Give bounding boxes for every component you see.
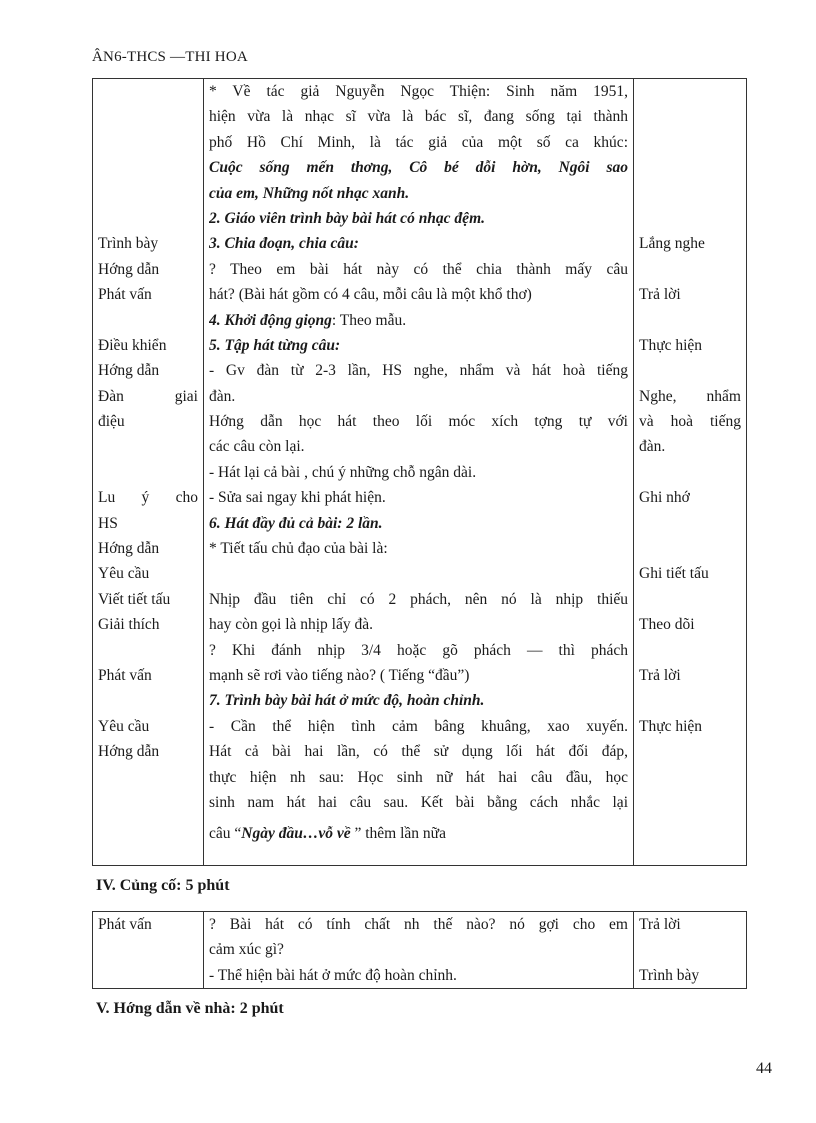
content-line: - Cần thể hiện tình cảm bâng khuâng, xao xuyến. [209, 717, 628, 735]
content-line: phố Hồ Chí Minh, là tác giả của một số ca khúc: [209, 133, 628, 151]
method-label: Hớng dẫn [98, 260, 160, 278]
student-label: Thực hiện [639, 336, 703, 354]
content-line: các câu còn lại. [209, 438, 305, 456]
content-cell [204, 79, 634, 866]
student-label: Theo dõi [639, 616, 695, 634]
content-line: sinh nam hát hai câu sau. Kết bài bằng cách nhắc lại [209, 793, 628, 811]
content-heading: 3. Chia đoạn, chia câu: [209, 235, 359, 253]
method-label: Lu ý cho [98, 489, 198, 507]
content-heading: 6. Hát đầy đủ cả bài: 2 lần. [209, 514, 383, 532]
student-label: Nghe, nhẩm [639, 387, 741, 405]
method-label: Viết tiết tấu [98, 590, 171, 608]
student-label: đàn. [639, 438, 666, 456]
content-line: hay còn gọi là nhịp lấy đà. [209, 616, 373, 634]
content-heading: 2. Giáo viên trình bày bài hát có nhạc đệm. [209, 209, 485, 227]
content-line: - Gv đàn từ 2-3 lần, HS nghe, nhẩm và hát hoà tiếng [209, 362, 628, 380]
student-label: Lắng nghe [639, 235, 705, 253]
student-label: Thực hiện [639, 717, 703, 735]
content-cell [204, 912, 634, 989]
method-label: HS [98, 514, 118, 532]
student-label: Ghi tiết tấu [639, 565, 709, 583]
teacher-activity-cell [93, 912, 204, 989]
content-line: hiện vừa là nhạc sĩ vừa là bác sĩ, đang sống tại thành [209, 108, 628, 126]
content-line: Hớng dẫn học hát theo lối móc xích tợng tự với [209, 413, 628, 431]
content-line: - Thể hiện bài hát ở mức độ hoàn chỉnh. [209, 966, 457, 984]
method-label: Đàn giai [98, 387, 198, 405]
page-header: ÂN6-THCS —THI HOA [92, 49, 248, 65]
content-line: thực hiện nh sau: Học sinh nữ hát hai câu đầu, học [209, 768, 628, 786]
content-heading: 5. Tập hát từng câu: [209, 336, 341, 354]
student-activity-cell [634, 912, 747, 989]
content-line: Cuộc sống mến thơng, Cô bé dỗi hờn, Ngôi sao [209, 159, 628, 177]
method-label: Điều khiển [98, 336, 167, 354]
content-line: câu “Ngày đầu…vỗ về ” thêm lần nữa [209, 825, 446, 843]
method-label: Phát vấn [98, 286, 152, 304]
student-label: Trình bày [639, 966, 700, 984]
content-line: - Hát lại cả bài , chú ý những chỗ ngân dài. [209, 463, 477, 481]
content-line: cảm xúc gì? [209, 941, 284, 959]
section-v-heading: V. Hớng dẫn về nhà: 2 phút [96, 1000, 284, 1017]
content-line: - Sửa sai ngay khi phát hiện. [209, 489, 386, 507]
content-line: mạnh sẽ rơi vào tiếng nào? ( Tiếng “đầu”) [209, 666, 470, 684]
teacher-activity-cell [93, 79, 204, 866]
method-label: Hớng dẫn [98, 362, 160, 380]
section-iv-heading: IV. Củng cố: 5 phút [96, 877, 230, 894]
method-label: Phát vấn [98, 666, 152, 684]
content-heading: 7. Trình bày bài hát ở mức độ, hoàn chỉnh. [209, 692, 485, 710]
content-line: Hát cả bài hai lần, có thể sử dụng lối hát đối đáp, [209, 743, 628, 761]
student-label: Ghi nhớ [639, 489, 690, 507]
method-label: Trình bày [98, 235, 159, 253]
content-line: của em, Những nốt nhạc xanh. [209, 184, 410, 202]
table-row [93, 912, 747, 989]
method-label: Phát vấn [98, 916, 152, 933]
method-label: Giải thích [98, 616, 160, 634]
table-row [93, 79, 747, 866]
method-label: Yêu cầu [98, 717, 150, 735]
method-label: điệu [98, 413, 125, 431]
consolidation-table [92, 911, 747, 989]
method-label: Hớng dẫn [98, 540, 160, 558]
student-label: Trả lời [639, 666, 681, 684]
student-label: Trả lời [639, 286, 681, 304]
method-label: Yêu cầu [98, 565, 150, 583]
content-line: * Về tác giả Nguyễn Ngọc Thiện: Sinh năm 1951, [209, 83, 628, 100]
content-line: Nhịp đầu tiên chỉ có 2 phách, nên nó là nhịp thiếu [209, 590, 628, 608]
content-line: ? Theo em bài hát này có thể chia thành mấy câu [209, 260, 628, 278]
student-label: và hoà tiếng [639, 413, 741, 431]
content-line: * Tiết tấu chủ đạo của bài là: [209, 540, 388, 558]
student-activity-cell [634, 79, 747, 866]
student-label: Trả lời [639, 916, 681, 933]
method-label: Hớng dẫn [98, 743, 160, 761]
content-line: ? Bài hát có tính chất nh thế nào? nó gợi cho em [209, 916, 628, 933]
content-line: 4. Khởi động giọng: Theo mẫu. [209, 311, 407, 329]
content-line: đàn. [209, 387, 236, 405]
content-line: hát? (Bài hát gồm có 4 câu, mỗi câu là một khổ thơ) [209, 286, 532, 304]
content-line: ? Khi đánh nhịp 3/4 hoặc gõ phách — thì phách [209, 641, 628, 659]
page-number: 44 [756, 1060, 772, 1077]
lesson-table [92, 78, 747, 866]
